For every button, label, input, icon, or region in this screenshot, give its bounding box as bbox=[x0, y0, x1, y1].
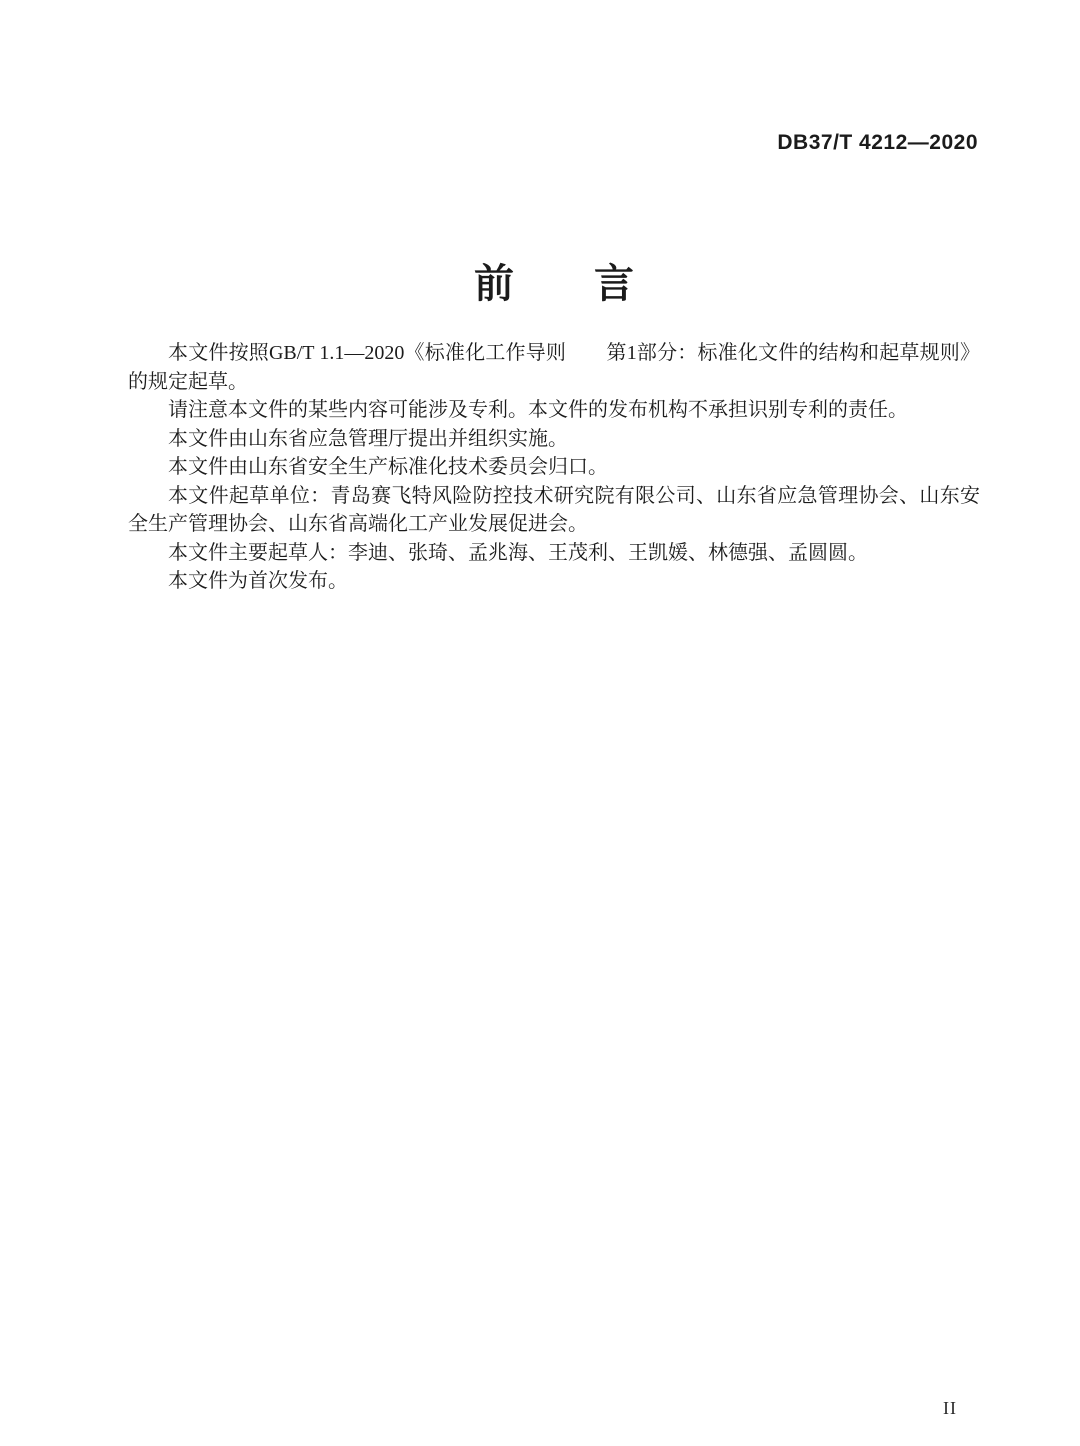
foreword-paragraph: 本文件由山东省安全生产标准化技术委员会归口。 bbox=[168, 456, 608, 478]
foreword-paragraph: 本文件主要起草人：李迪、张琦、孟兆海、王茂利、王凯媛、林德强、孟圆圆。 bbox=[168, 541, 868, 564]
foreword-paragraph: 本文件由山东省应急管理厅提出并组织实施。 bbox=[168, 427, 568, 450]
foreword-paragraph: 本文件为首次发布。 bbox=[168, 570, 348, 592]
foreword-paragraph: 本文件按照GB/T 1.1—2020《标准化工作导则 第1部分：标准化文件的结构和起草规则》的规定起草。 bbox=[128, 342, 980, 393]
foreword-title: 前 言 bbox=[474, 261, 634, 306]
foreword-paragraph: 请注意本文件的某些内容可能涉及专利。本文件的发布机构不承担识别专利的责任。 bbox=[168, 399, 908, 421]
standard-doc-code: DB37/T 4212—2020 bbox=[777, 131, 978, 154]
foreword-body bbox=[128, 339, 980, 596]
page-number: II bbox=[943, 1398, 957, 1418]
foreword-paragraph: 本文件起草单位：青岛赛飞特风险防控技术研究院有限公司、山东省应急管理协会、山东安全生产管理协会、山东省高端化工产业发展促进会。 bbox=[128, 484, 980, 535]
